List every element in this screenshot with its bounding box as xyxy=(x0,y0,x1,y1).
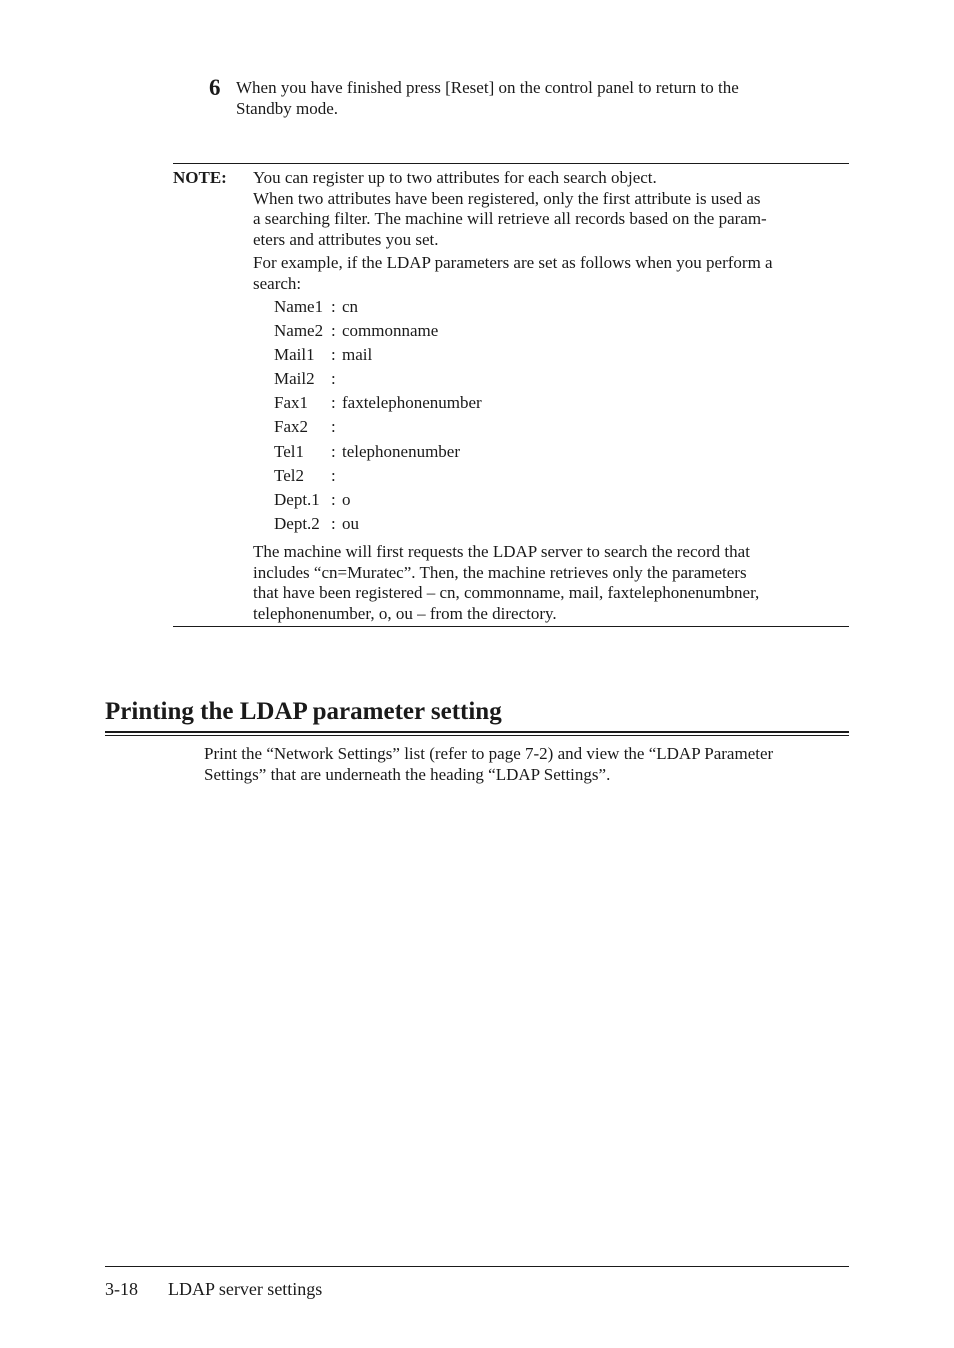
note-bottom-rule xyxy=(173,626,849,627)
param-name: Name2 xyxy=(274,321,324,341)
param-colon: : xyxy=(331,393,336,413)
note-line: a searching filter. The machine will retrieve all records based on the param- xyxy=(253,209,767,228)
param-colon: : xyxy=(331,489,336,509)
note-line: For example, if the LDAP parameters are set as follows when you perform a xyxy=(253,253,773,272)
param-value: commonname xyxy=(342,321,439,341)
param-colon: : xyxy=(331,513,336,533)
param-value: ou xyxy=(342,513,359,533)
step-text-line: When you have finished press [Reset] on the control panel to return to the xyxy=(236,78,739,97)
note-paragraph-2 xyxy=(253,253,843,294)
param-name: Mail2 xyxy=(274,369,315,389)
note-line: When two attributes have been registered, only the first attribute is used as xyxy=(253,188,761,208)
section-heading: Printing the LDAP parameter setting xyxy=(105,698,502,725)
param-colon: : xyxy=(331,417,336,437)
param-colon: : xyxy=(331,321,336,341)
step-text xyxy=(236,78,836,119)
note-paragraph-1 xyxy=(253,168,843,250)
heading-rule xyxy=(105,731,849,733)
param-name: Dept.1 xyxy=(274,489,320,509)
param-name: Mail1 xyxy=(274,345,315,365)
note-line: that have been registered – cn, commonname, mail, faxtelephonenumbner, xyxy=(253,583,760,602)
param-value: telephonenumber xyxy=(342,441,461,461)
page-number: 3-18 xyxy=(105,1279,138,1299)
note-line: The machine will first requests the LDAP server to search the record that xyxy=(253,542,750,561)
param-colon: : xyxy=(331,369,336,389)
note-label: NOTE: xyxy=(173,168,227,187)
param-value: mail xyxy=(342,345,373,365)
param-colon: : xyxy=(331,345,336,365)
param-name: Name1 xyxy=(274,297,324,316)
param-value: cn xyxy=(342,297,359,316)
param-name: Dept.2 xyxy=(274,513,320,533)
param-name: Fax1 xyxy=(274,393,308,413)
note-top-rule xyxy=(173,163,849,164)
param-value: o xyxy=(342,489,351,509)
body-line: Settings” that are underneath the heading “LDAP Settings”. xyxy=(204,764,611,784)
param-colon: : xyxy=(331,297,336,316)
param-colon: : xyxy=(331,441,336,461)
step-number: 6 xyxy=(209,75,221,100)
heading-rule xyxy=(105,735,849,736)
note-line: includes “cn=Muratec”. Then, the machine retrieves only the parameters xyxy=(253,562,747,582)
footer-title: LDAP server settings xyxy=(168,1279,323,1299)
param-colon: : xyxy=(331,465,336,485)
note-line: search: xyxy=(253,273,302,293)
note-line: eters and attributes you set. xyxy=(253,229,439,249)
param-name: Tel2 xyxy=(274,465,304,485)
param-name: Fax2 xyxy=(274,417,308,437)
note-line: telephonenumber, o, ou – from the directory. xyxy=(253,603,557,623)
step-text-line: Standby mode. xyxy=(236,98,338,118)
param-name: Tel1 xyxy=(274,441,304,461)
note-line: You can register up to two attributes for each search object. xyxy=(253,168,657,187)
note-paragraph-3 xyxy=(253,542,843,624)
footer-rule xyxy=(105,1266,849,1267)
param-value: faxtelephonenumber xyxy=(342,393,482,413)
body-line: Print the “Network Settings” list (refer to page 7-2) and view the “LDAP Parameter xyxy=(204,744,774,763)
section-body xyxy=(204,744,849,785)
